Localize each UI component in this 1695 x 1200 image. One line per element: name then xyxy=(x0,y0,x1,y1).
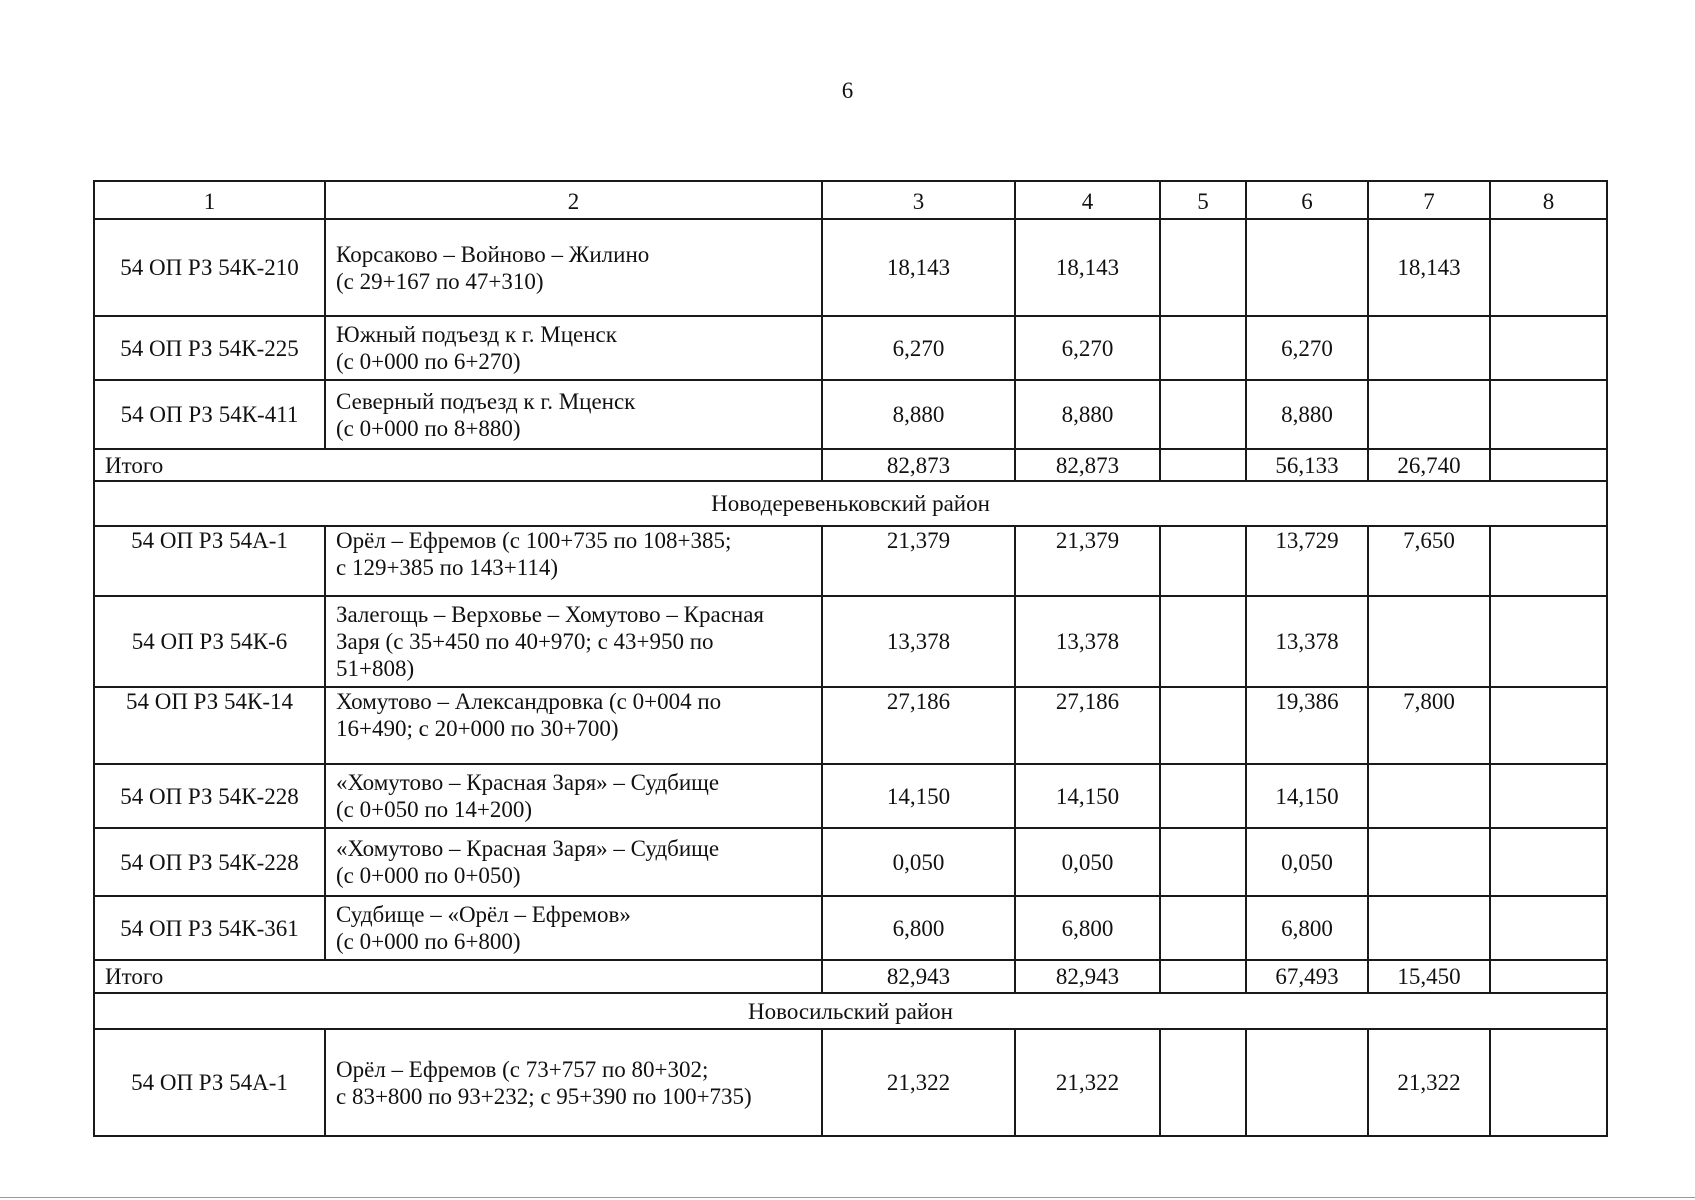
table-row xyxy=(94,687,1607,764)
road-name-line: Корсаково – Войново – Жилино xyxy=(336,241,650,267)
column-number-cell: 6 xyxy=(1246,181,1368,219)
table-row xyxy=(94,219,1607,316)
table-row xyxy=(94,316,1607,380)
total-value-cell xyxy=(1490,960,1607,993)
total-value-cell: 56,133 xyxy=(1246,449,1368,481)
road-name-line: (с 0+000 по 6+800) xyxy=(336,929,521,954)
value-cell xyxy=(1490,828,1607,896)
road-code-cell: 54 ОП РЗ 54К-228 xyxy=(94,764,325,828)
road-name-line: 51+808) xyxy=(336,656,415,681)
value-cell xyxy=(1160,596,1246,687)
table-row xyxy=(94,828,1607,896)
value-cell xyxy=(1490,764,1607,828)
road-name-line: Хомутово – Александровка (с 0+004 по xyxy=(336,689,722,714)
road-name-cell xyxy=(325,596,822,687)
total-value-cell xyxy=(1160,960,1246,993)
value-cell xyxy=(1160,380,1246,449)
value-cell: 6,270 xyxy=(1246,316,1368,380)
value-cell xyxy=(1160,526,1246,596)
road-name-cell xyxy=(325,219,822,316)
total-value-cell: 82,873 xyxy=(822,449,1015,481)
total-value-cell: 82,873 xyxy=(1015,449,1160,481)
table-row xyxy=(94,380,1607,449)
value-cell: 6,270 xyxy=(1015,316,1160,380)
value-cell: 13,378 xyxy=(1015,596,1160,687)
value-cell: 7,800 xyxy=(1368,687,1490,764)
road-name-line: с 83+800 по 93+232; с 95+390 по 100+735) xyxy=(336,1083,752,1109)
road-code-cell: 54 ОП РЗ 54К-228 xyxy=(94,828,325,896)
road-name-cell xyxy=(325,828,822,896)
road-name-line: Заря (с 35+450 по 40+970; с 43+950 по xyxy=(336,629,714,654)
value-cell: 21,379 xyxy=(822,526,1015,596)
value-cell xyxy=(1160,316,1246,380)
road-name-line: 16+490; с 20+000 по 30+700) xyxy=(336,716,619,741)
road-code-cell: 54 ОП РЗ 54А-1 xyxy=(94,1029,325,1136)
value-cell: 19,386 xyxy=(1246,687,1368,764)
total-value-cell: 15,450 xyxy=(1368,960,1490,993)
road-name-line: Орёл – Ефремов (с 73+757 по 80+302; xyxy=(336,1056,709,1082)
value-cell: 13,378 xyxy=(1246,596,1368,687)
column-number-cell: 7 xyxy=(1368,181,1490,219)
value-cell: 13,729 xyxy=(1246,526,1368,596)
value-cell xyxy=(1368,380,1490,449)
road-code-cell: 54 ОП РЗ 54К-411 xyxy=(94,380,325,449)
value-cell xyxy=(1160,764,1246,828)
value-cell: 18,143 xyxy=(1015,219,1160,316)
total-value-cell: 26,740 xyxy=(1368,449,1490,481)
column-number-cell: 8 xyxy=(1490,181,1607,219)
total-value-cell xyxy=(1490,449,1607,481)
road-code-cell: 54 ОП РЗ 54К-6 xyxy=(94,596,325,687)
road-code-cell: 54 ОП РЗ 54К-210 xyxy=(94,219,325,316)
road-name-cell xyxy=(325,896,822,960)
value-cell: 21,322 xyxy=(1015,1029,1160,1136)
value-cell: 6,800 xyxy=(1246,896,1368,960)
road-name-line: с 129+385 по 143+114) xyxy=(336,555,559,580)
table-row xyxy=(94,596,1607,687)
total-row xyxy=(94,960,1607,993)
value-cell: 18,143 xyxy=(822,219,1015,316)
table-row xyxy=(94,1029,1607,1136)
total-label: Итого xyxy=(94,449,822,481)
road-name-line: (с 29+167 по 47+310) xyxy=(336,268,544,294)
value-cell: 6,800 xyxy=(1015,896,1160,960)
total-label: Итого xyxy=(94,960,822,993)
table-row xyxy=(94,764,1607,828)
value-cell xyxy=(1490,687,1607,764)
road-code-cell: 54 ОП РЗ 54К-361 xyxy=(94,896,325,960)
value-cell xyxy=(1368,828,1490,896)
road-name-line: «Хомутово – Красная Заря» – Судбище xyxy=(336,836,720,861)
value-cell xyxy=(1160,219,1246,316)
table-row xyxy=(94,896,1607,960)
road-name-cell xyxy=(325,1029,822,1136)
road-name-line: Залегощь – Верховье – Хомутово – Красная xyxy=(336,602,764,627)
value-cell xyxy=(1490,896,1607,960)
column-number-cell: 5 xyxy=(1160,181,1246,219)
total-row xyxy=(94,449,1607,481)
total-value-cell: 82,943 xyxy=(1015,960,1160,993)
scan-edge-line xyxy=(0,1197,1695,1198)
value-cell: 27,186 xyxy=(822,687,1015,764)
total-value-cell xyxy=(1160,449,1246,481)
road-code-cell: 54 ОП РЗ 54К-14 xyxy=(94,687,325,764)
road-name-line: Южный подъезд к г. Мценск xyxy=(336,322,617,347)
value-cell: 13,378 xyxy=(822,596,1015,687)
road-name-line: «Хомутово – Красная Заря» – Судбище xyxy=(336,770,720,795)
value-cell: 14,150 xyxy=(822,764,1015,828)
roads-table xyxy=(93,180,1608,1137)
road-name-cell xyxy=(325,526,822,596)
value-cell: 21,322 xyxy=(822,1029,1015,1136)
value-cell: 6,270 xyxy=(822,316,1015,380)
value-cell xyxy=(1368,896,1490,960)
value-cell xyxy=(1160,687,1246,764)
road-name-cell xyxy=(325,316,822,380)
value-cell xyxy=(1490,596,1607,687)
district-heading: Новосильский район xyxy=(94,993,1607,1029)
total-value-cell: 82,943 xyxy=(822,960,1015,993)
road-name-line: (с 0+000 по 8+880) xyxy=(336,415,521,441)
value-cell xyxy=(1160,828,1246,896)
road-name-line: (с 0+050 по 14+200) xyxy=(336,797,533,822)
column-number-cell: 3 xyxy=(822,181,1015,219)
road-name-line: Орёл – Ефремов (с 100+735 по 108+385; xyxy=(336,528,732,553)
road-code-cell: 54 ОП РЗ 54К-225 xyxy=(94,316,325,380)
value-cell: 7,650 xyxy=(1368,526,1490,596)
road-name-line: (с 0+000 по 6+270) xyxy=(336,349,521,374)
value-cell: 0,050 xyxy=(1015,828,1160,896)
value-cell xyxy=(1368,596,1490,687)
road-name-cell xyxy=(325,764,822,828)
page-number: 6 xyxy=(841,78,854,103)
value-cell: 0,050 xyxy=(1246,828,1368,896)
value-cell: 21,379 xyxy=(1015,526,1160,596)
value-cell: 8,880 xyxy=(822,380,1015,449)
value-cell xyxy=(1490,1029,1607,1136)
value-cell xyxy=(1490,380,1607,449)
value-cell xyxy=(1246,1029,1368,1136)
value-cell xyxy=(1246,219,1368,316)
road-name-line: Судбище – «Орёл – Ефремов» xyxy=(336,902,631,927)
value-cell: 14,150 xyxy=(1246,764,1368,828)
district-heading: Новодеревеньковский район xyxy=(94,481,1607,526)
table-header-row xyxy=(94,181,1607,219)
table-row xyxy=(94,526,1607,596)
value-cell xyxy=(1490,316,1607,380)
value-cell xyxy=(1490,219,1607,316)
value-cell: 21,322 xyxy=(1368,1029,1490,1136)
value-cell: 8,880 xyxy=(1015,380,1160,449)
road-code-cell: 54 ОП РЗ 54А-1 xyxy=(94,526,325,596)
total-value-cell: 67,493 xyxy=(1246,960,1368,993)
column-number-cell: 4 xyxy=(1015,181,1160,219)
value-cell: 6,800 xyxy=(822,896,1015,960)
value-cell: 18,143 xyxy=(1368,219,1490,316)
road-name-line: Северный подъезд к г. Мценск xyxy=(336,388,636,414)
road-name-line: (с 0+000 по 0+050) xyxy=(336,863,521,888)
value-cell: 0,050 xyxy=(822,828,1015,896)
value-cell xyxy=(1368,316,1490,380)
value-cell xyxy=(1160,1029,1246,1136)
value-cell: 27,186 xyxy=(1015,687,1160,764)
value-cell: 8,880 xyxy=(1246,380,1368,449)
value-cell xyxy=(1368,764,1490,828)
column-number-cell: 2 xyxy=(325,181,822,219)
value-cell: 14,150 xyxy=(1015,764,1160,828)
table-body xyxy=(94,181,1607,1136)
column-number-cell: 1 xyxy=(94,181,325,219)
district-row xyxy=(94,993,1607,1029)
value-cell xyxy=(1160,896,1246,960)
road-name-cell xyxy=(325,687,822,764)
road-name-cell xyxy=(325,380,822,449)
district-row xyxy=(94,481,1607,526)
value-cell xyxy=(1490,526,1607,596)
